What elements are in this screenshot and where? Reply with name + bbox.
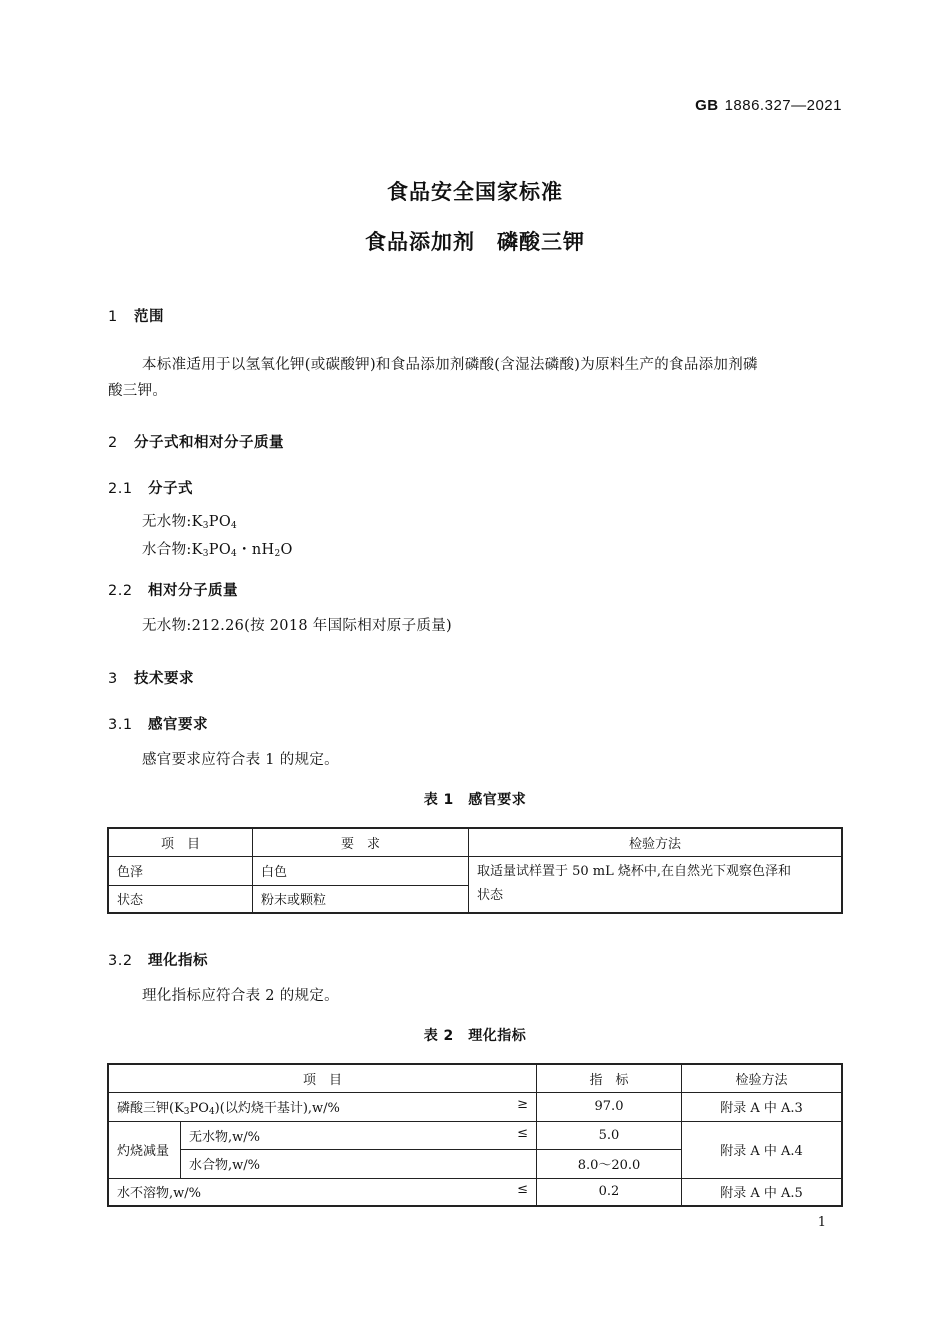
comparison-operator: ≥ (517, 1096, 528, 1112)
section-3-1-heading (108, 713, 208, 734)
formula-part: K (191, 514, 203, 530)
section-title: 分子式 (148, 481, 193, 497)
table-row (108, 1092, 842, 1121)
table-cell-requirement: 白色 (253, 856, 469, 885)
table-cell-item (181, 1121, 537, 1149)
formula-subscript: 3 (202, 549, 209, 559)
item-text: 磷酸三钾(K (117, 1100, 184, 1116)
formula-subscript: 4 (231, 521, 238, 531)
table-cell-item (108, 1178, 537, 1206)
table-row (108, 1121, 842, 1149)
table-sensory-requirements (107, 827, 843, 914)
section-number: 1 (108, 309, 118, 325)
formula-subscript: 4 (231, 549, 238, 559)
table-cell-requirement: 粉末或颗粒 (253, 885, 469, 913)
formula-part: ・nH (237, 542, 275, 558)
section-title: 范围 (134, 309, 164, 325)
item-text: PO (189, 1100, 209, 1116)
document-subtitle: 食品添加剂 磷酸三钾 (365, 230, 585, 254)
item-text: 无水物,w/% (189, 1129, 260, 1145)
table-cell-method: 附录 A 中 A.5 (682, 1178, 843, 1206)
table-row (108, 856, 842, 885)
method-text-line: 取适量试样置于 50 mL 烧杯中,在自然光下观察色泽和 (477, 864, 792, 880)
formula-subscript: 2 (274, 549, 281, 559)
formula-label: 无水物: (142, 514, 192, 530)
section-title: 理化指标 (148, 953, 208, 969)
section-title: 相对分子质量 (148, 583, 238, 599)
section-2-2-heading (108, 579, 238, 600)
section-3-2-text: 理化指标应符合表 2 的规定。 (142, 988, 339, 1004)
formula-part: O (280, 542, 293, 558)
formula-part: PO (208, 542, 232, 558)
document-title: 食品安全国家标准 (387, 180, 563, 204)
standard-code (695, 97, 842, 114)
item-text: )(以灼烧干基计),w/% (214, 1100, 340, 1116)
table-cell-item (108, 1092, 537, 1121)
section-title: 分子式和相对分子质量 (134, 435, 284, 451)
section-1-heading (108, 305, 164, 326)
page-number: 1 (817, 1215, 826, 1230)
table-header-cell: 项 目 (108, 828, 253, 856)
formula-part: PO (208, 514, 232, 530)
table-row (108, 1178, 842, 1206)
formula-hydrate (142, 536, 293, 568)
section-3-heading (108, 667, 194, 688)
section-2-1-heading (108, 477, 193, 498)
standard-number: 1886.327—2021 (724, 97, 842, 114)
table-header-cell: 要 求 (253, 828, 469, 856)
formula-subscript: 3 (202, 521, 209, 531)
formula-part: K (191, 542, 203, 558)
method-text-line: 状态 (477, 888, 504, 904)
molecular-mass-text: 无水物:212.26(按 2018 年国际相对原子质量) (142, 618, 452, 634)
table-cell-value: 8.0～20.0 (537, 1149, 682, 1178)
comparison-operator: ≤ (517, 1125, 528, 1141)
section-title: 技术要求 (134, 671, 194, 687)
table-header-row (108, 828, 842, 856)
table-cell-group-label: 灼烧减量 (108, 1121, 181, 1178)
item-text: 水不溶物,w/% (117, 1186, 201, 1202)
section-number: 2.1 (108, 481, 133, 497)
formula-subscript: 3 (183, 1106, 190, 1117)
table-cell-value: 0.2 (537, 1178, 682, 1206)
section-number: 3.2 (108, 953, 133, 969)
table-header-cell: 项 目 (108, 1064, 537, 1092)
formula-subscript: 4 (208, 1106, 215, 1117)
section-number: 2 (108, 435, 118, 451)
table-cell-item: 色泽 (108, 856, 253, 885)
section-2-heading (108, 431, 284, 452)
section-3-1-text: 感官要求应符合表 1 的规定。 (142, 752, 339, 768)
comparison-operator: ≤ (517, 1182, 528, 1198)
table-1-caption: 表 1 感官要求 (423, 792, 527, 808)
section-title: 感官要求 (148, 717, 208, 733)
section-1-paragraph-line1: 本标准适用于以氢氧化钾(或碳酸钾)和食品添加剂磷酸(含湿法磷酸)为原料生产的食品添加剂磷 (142, 357, 758, 373)
table-cell-item: 状态 (108, 885, 253, 913)
section-number: 3 (108, 671, 118, 687)
section-number: 2.2 (108, 583, 133, 599)
section-number: 3.1 (108, 717, 133, 733)
table-cell-method: 附录 A 中 A.3 (682, 1092, 843, 1121)
table-cell-method: 附录 A 中 A.4 (682, 1121, 843, 1178)
table-2-caption: 表 2 理化指标 (423, 1028, 527, 1044)
table-header-cell: 检验方法 (469, 828, 843, 856)
standard-prefix: GB (695, 97, 719, 114)
table-cell-method (469, 856, 843, 913)
formula-label: 水合物: (142, 542, 192, 558)
table-header-cell: 检验方法 (682, 1064, 843, 1092)
table-cell-value: 5.0 (537, 1121, 682, 1149)
table-physicochemical-indicators (107, 1063, 843, 1207)
table-header-cell: 指 标 (537, 1064, 682, 1092)
table-cell-value: 97.0 (537, 1092, 682, 1121)
section-1-paragraph-line2: 酸三钾。 (108, 383, 168, 399)
section-3-2-heading (108, 949, 208, 970)
table-cell-item: 水合物,w/% (181, 1149, 537, 1178)
table-header-row (108, 1064, 842, 1092)
